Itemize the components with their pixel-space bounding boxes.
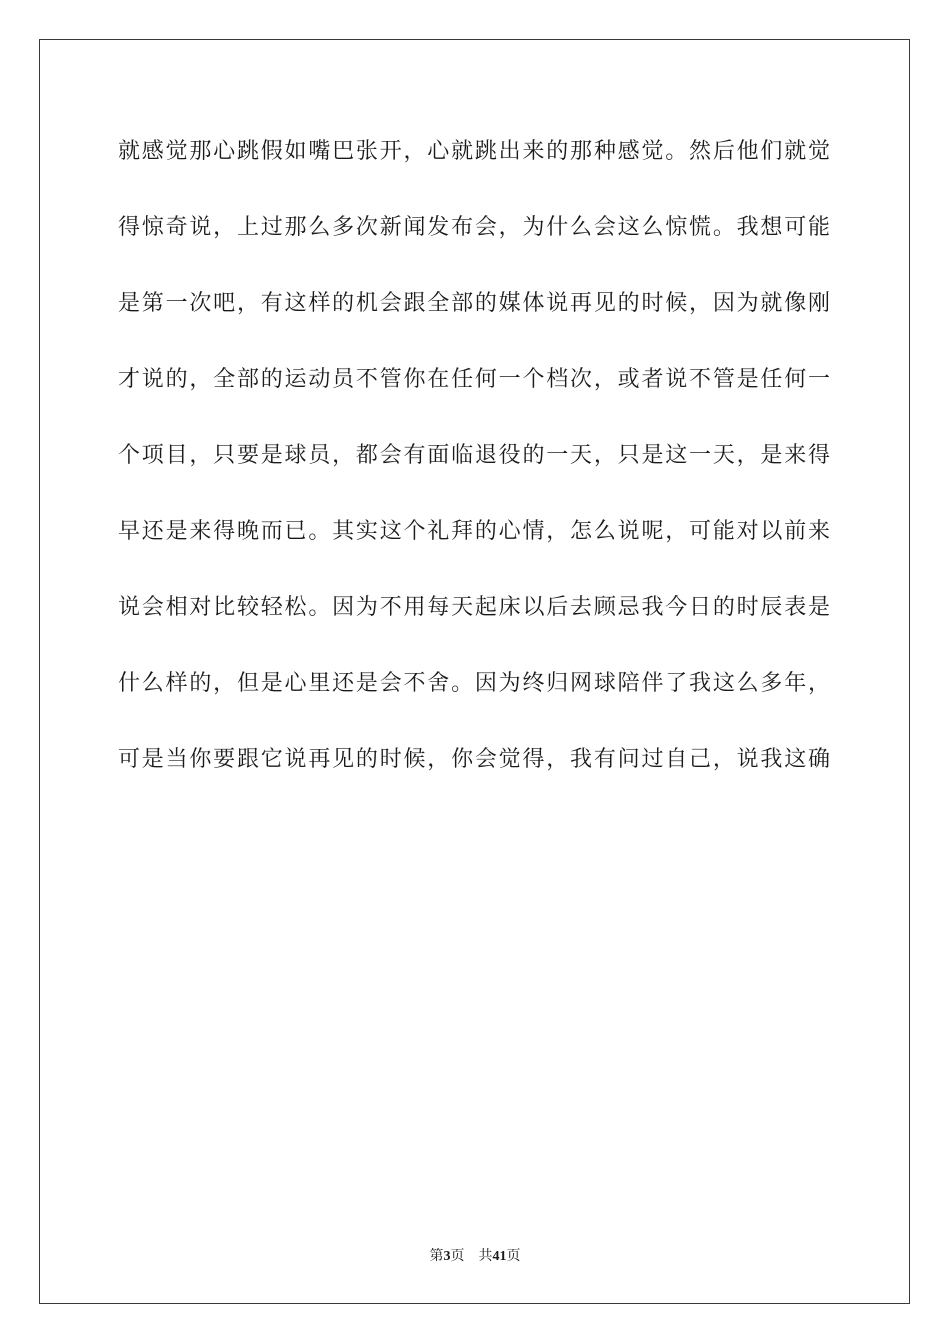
text-line: 个项目，只要是球员，都会有面临退役的一天，只是这一天，是来得 bbox=[118, 443, 830, 468]
text-line: 得惊奇说，上过那么多次新闻发布会，为什么会这么惊慌。我想可能 bbox=[118, 215, 830, 240]
page-prefix: 第 bbox=[429, 1248, 444, 1264]
text-line: 说会相对比较轻松。因为不用每天起床以后去顾忌我今日的时辰表是 bbox=[118, 595, 830, 620]
text-line: 早还是来得晚而已。其实这个礼拜的心情，怎么说呢，可能对以前来 bbox=[118, 519, 830, 544]
text-line: 什么样的，但是心里还是会不舍。因为终归网球陪伴了我这么多年， bbox=[118, 671, 830, 696]
total-pages: 41 bbox=[492, 1249, 507, 1264]
page-suffix: 页 bbox=[450, 1248, 465, 1264]
page-number: 3 bbox=[443, 1249, 451, 1264]
text-line: 就感觉那心跳假如嘴巴张开，心就跳出来的那种感觉。然后他们就觉 bbox=[118, 139, 830, 164]
page-footer bbox=[0, 1246, 950, 1267]
text-line: 可是当你要跟它说再见的时候，你会觉得，我有问过自己，说我这确 bbox=[118, 747, 830, 772]
total-suffix: 页 bbox=[506, 1248, 521, 1264]
document-body bbox=[118, 127, 830, 811]
text-line: 才说的，全部的运动员不管你在任何一个档次，或者说不管是任何一 bbox=[118, 367, 830, 392]
text-line: 是第一次吧，有这样的机会跟全部的媒体说再见的时候，因为就像刚 bbox=[118, 291, 830, 316]
total-prefix: 共 bbox=[478, 1248, 493, 1264]
